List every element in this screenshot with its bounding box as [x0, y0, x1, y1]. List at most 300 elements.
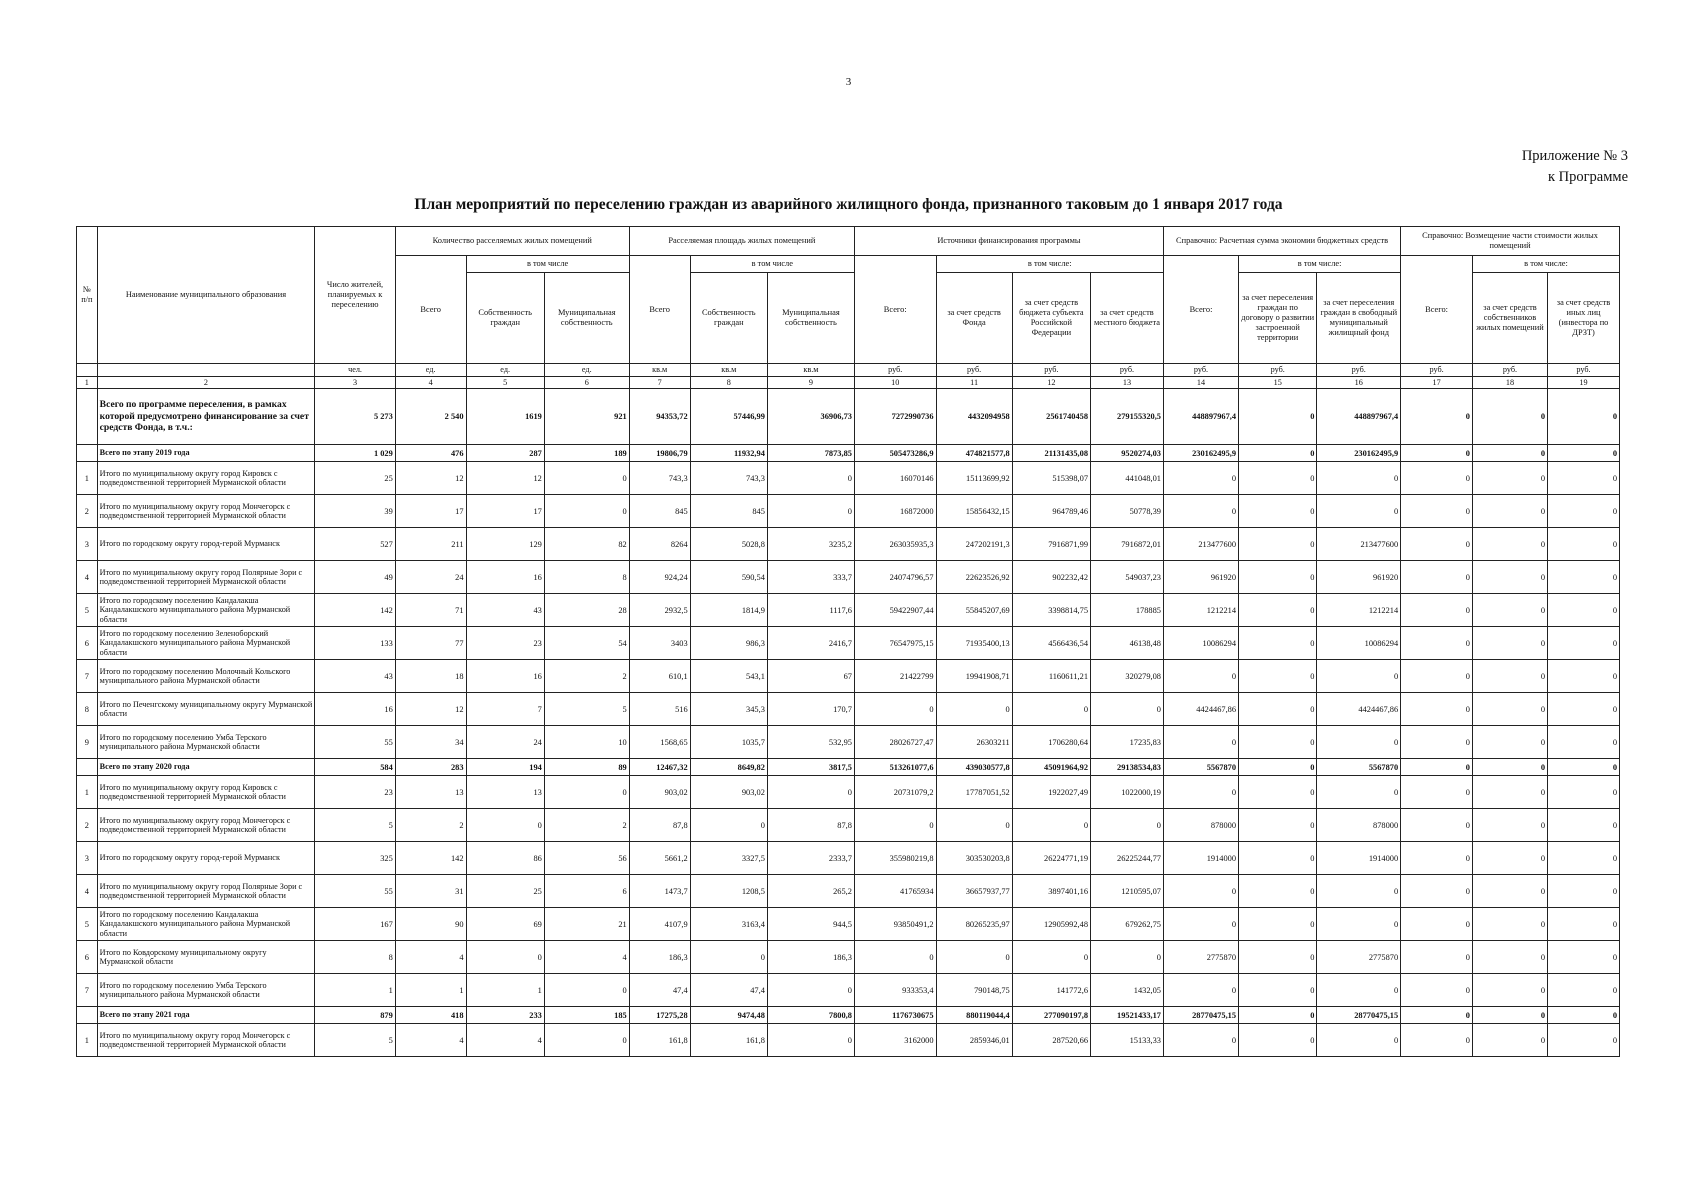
value-cell: 0 [1401, 693, 1473, 726]
value-cell: 24074796,57 [854, 561, 936, 594]
value-cell: 5567870 [1317, 759, 1401, 776]
row-number [77, 759, 98, 776]
unit-cell: руб. [1163, 364, 1238, 377]
value-cell: 1814,9 [690, 594, 767, 627]
value-cell: 86 [466, 842, 544, 875]
value-cell: 3817,5 [767, 759, 854, 776]
value-cell: 0 [936, 941, 1012, 974]
value-cell: 0 [854, 809, 936, 842]
value-cell: 0 [1239, 726, 1317, 759]
value-cell: 2 540 [395, 389, 466, 445]
value-cell: 516 [629, 693, 690, 726]
unit-cell: руб. [1239, 364, 1317, 377]
value-cell: 0 [1239, 693, 1317, 726]
header-finance-total: Всего: [854, 256, 936, 364]
unit-cell: кв.м [629, 364, 690, 377]
column-number: 13 [1091, 377, 1164, 389]
row-number: 3 [77, 528, 98, 561]
value-cell: 0 [1548, 941, 1620, 974]
value-cell: 8264 [629, 528, 690, 561]
value-cell: 2416,7 [767, 627, 854, 660]
value-cell: 36657937,77 [936, 875, 1012, 908]
value-cell: 0 [1548, 693, 1620, 726]
row-number [77, 1007, 98, 1024]
value-cell: 961920 [1317, 561, 1401, 594]
value-cell: 0 [1472, 594, 1547, 627]
header-finance-local: за счет средств местного бюджета [1091, 273, 1164, 364]
value-cell: 10086294 [1163, 627, 1238, 660]
value-cell: 0 [1091, 941, 1164, 974]
value-cell: 67 [767, 660, 854, 693]
value-cell: 0 [1472, 627, 1547, 660]
value-cell: 230162495,9 [1163, 445, 1238, 462]
value-cell: 0 [544, 495, 629, 528]
value-cell: 16 [315, 693, 396, 726]
value-cell: 0 [1548, 528, 1620, 561]
value-cell: 59422907,44 [854, 594, 936, 627]
value-cell: 0 [1548, 445, 1620, 462]
value-cell: 87,8 [629, 809, 690, 842]
value-cell: 0 [1548, 462, 1620, 495]
value-cell: 0 [1401, 462, 1473, 495]
value-cell: 2 [544, 660, 629, 693]
value-cell: 0 [1472, 726, 1547, 759]
value-cell: 21 [544, 908, 629, 941]
value-cell: 50778,39 [1091, 495, 1164, 528]
value-cell: 17235,83 [1091, 726, 1164, 759]
value-cell: 0 [1401, 974, 1473, 1007]
value-cell: 133 [315, 627, 396, 660]
unit-cell: руб. [854, 364, 936, 377]
document-title: План мероприятий по переселению граждан из аварийного жилищного фонда, признанного таковым до 1 января 2017 года [414, 196, 1283, 213]
value-cell: 1176730675 [854, 1007, 936, 1024]
value-cell: 0 [1401, 389, 1473, 445]
value-cell: 41765934 [854, 875, 936, 908]
value-cell: 0 [1401, 875, 1473, 908]
header-compensation-others: за счет средств иных лиц (инвестора по ДРЗТ) [1548, 273, 1620, 364]
value-cell: 1022000,19 [1091, 776, 1164, 809]
value-cell: 28770475,15 [1163, 1007, 1238, 1024]
value-cell: 16 [466, 660, 544, 693]
value-cell: 2 [395, 809, 466, 842]
column-number: 14 [1163, 377, 1238, 389]
value-cell: 15856432,15 [936, 495, 1012, 528]
value-cell: 0 [1401, 908, 1473, 941]
unit-cell: руб. [1548, 364, 1620, 377]
value-cell: 25 [466, 875, 544, 908]
header-group-economy: Справочно: Расчетная сумма экономии бюджетных средств [1163, 227, 1400, 256]
value-cell: 25 [315, 462, 396, 495]
value-cell: 43 [315, 660, 396, 693]
value-cell: 142 [315, 594, 396, 627]
value-cell: 0 [1239, 842, 1317, 875]
value-cell: 7916872,01 [1091, 528, 1164, 561]
value-cell: 0 [1317, 462, 1401, 495]
value-cell: 15133,33 [1091, 1024, 1164, 1057]
value-cell: 0 [1548, 809, 1620, 842]
municipality-name: Итого по муниципальному округу город Полярные Зори с подведомственной территорией Мурманской области [97, 561, 315, 594]
value-cell: 0 [1401, 1007, 1473, 1024]
value-cell: 0 [1239, 462, 1317, 495]
appendix-line-1: Приложение № 3 [1521, 148, 1628, 164]
value-cell: 5 [544, 693, 629, 726]
value-cell: 5 [315, 809, 396, 842]
header-area-municipal: Муниципальная собственность [767, 273, 854, 364]
header-residents: Число жителей, планируемых к переселению [315, 227, 396, 364]
value-cell: 0 [1163, 495, 1238, 528]
value-cell: 233 [466, 1007, 544, 1024]
value-cell: 24 [466, 726, 544, 759]
value-cell: 513261077,6 [854, 759, 936, 776]
value-cell: 10 [544, 726, 629, 759]
value-cell: 0 [936, 693, 1012, 726]
value-cell: 3897401,16 [1012, 875, 1090, 908]
value-cell: 94353,72 [629, 389, 690, 445]
value-cell: 0 [1317, 726, 1401, 759]
value-cell: 0 [1548, 974, 1620, 1007]
value-cell: 0 [1239, 908, 1317, 941]
column-number: 19 [1548, 377, 1620, 389]
value-cell: 878000 [1317, 809, 1401, 842]
table-row [77, 974, 1620, 1007]
value-cell: 82 [544, 528, 629, 561]
value-cell: 0 [1472, 908, 1547, 941]
value-cell: 12467,32 [629, 759, 690, 776]
value-cell: 10086294 [1317, 627, 1401, 660]
row-number: 6 [77, 627, 98, 660]
value-cell: 0 [1472, 660, 1547, 693]
header-finance-incl: в том числе: [936, 256, 1163, 273]
program-total-row [77, 389, 1620, 445]
value-cell: 0 [1401, 627, 1473, 660]
value-cell: 439030577,8 [936, 759, 1012, 776]
header-group-count: Количество расселяемых жилых помещений [395, 227, 629, 256]
value-cell: 0 [1548, 594, 1620, 627]
header-count-incl: в том числе [466, 256, 629, 273]
value-cell: 0 [1472, 875, 1547, 908]
municipality-name: Итого по городскому поселению Кандалакша Кандалакшского муниципального района Мурманской области [97, 594, 315, 627]
value-cell: 287 [466, 445, 544, 462]
value-cell: 46138,48 [1091, 627, 1164, 660]
value-cell: 36906,73 [767, 389, 854, 445]
municipality-name: Итого по городскому округу город-герой Мурманск [97, 528, 315, 561]
table-row [77, 495, 1620, 528]
value-cell: 2932,5 [629, 594, 690, 627]
value-cell: 0 [854, 941, 936, 974]
value-cell: 1212214 [1317, 594, 1401, 627]
value-cell: 7272990736 [854, 389, 936, 445]
table-row [77, 776, 1620, 809]
value-cell: 3398814,75 [1012, 594, 1090, 627]
stage-total-row [77, 1007, 1620, 1024]
value-cell: 129 [466, 528, 544, 561]
value-cell: 0 [767, 495, 854, 528]
row-number: 5 [77, 594, 98, 627]
value-cell: 1208,5 [690, 875, 767, 908]
value-cell: 17 [395, 495, 466, 528]
header-count-owned: Собственность граждан [466, 273, 544, 364]
column-numbers-row [77, 377, 1620, 389]
unit-cell: кв.м [767, 364, 854, 377]
value-cell: 287520,66 [1012, 1024, 1090, 1057]
value-cell: 213477600 [1163, 528, 1238, 561]
value-cell: 0 [1472, 1007, 1547, 1024]
value-cell: 16070146 [854, 462, 936, 495]
value-cell: 0 [1472, 974, 1547, 1007]
municipality-name: Итого по городскому поселению Умба Терского муниципального района Мурманской области [97, 974, 315, 1007]
value-cell: 7873,85 [767, 445, 854, 462]
value-cell: 2561740458 [1012, 389, 1090, 445]
value-cell: 0 [544, 776, 629, 809]
value-cell: 0 [1548, 627, 1620, 660]
value-cell: 961920 [1163, 561, 1238, 594]
value-cell: 0 [1239, 561, 1317, 594]
value-cell: 283 [395, 759, 466, 776]
column-number: 12 [1012, 377, 1090, 389]
table-row [77, 528, 1620, 561]
value-cell: 474821577,8 [936, 445, 1012, 462]
value-cell: 28 [544, 594, 629, 627]
column-number: 15 [1239, 377, 1317, 389]
column-number: 6 [544, 377, 629, 389]
value-cell: 0 [1472, 495, 1547, 528]
value-cell: 921 [544, 389, 629, 445]
header-economy-total: Всего: [1163, 256, 1238, 364]
value-cell: 448897967,4 [1317, 389, 1401, 445]
value-cell: 515398,07 [1012, 462, 1090, 495]
row-number: 3 [77, 842, 98, 875]
value-cell: 0 [1472, 941, 1547, 974]
row-number: 1 [77, 776, 98, 809]
row-number: 9 [77, 726, 98, 759]
value-cell: 71935400,13 [936, 627, 1012, 660]
value-cell: 320279,08 [1091, 660, 1164, 693]
value-cell: 0 [767, 462, 854, 495]
municipality-name: Итого по муниципальному округу город Мончегорск с подведомственной территорией Мурманской области [97, 495, 315, 528]
value-cell: 186,3 [629, 941, 690, 974]
value-cell: 0 [1548, 726, 1620, 759]
header-economy-development: за счет переселения граждан по договору о развитии застроенной территории [1239, 273, 1317, 364]
appendix-caption [1522, 146, 1628, 188]
header-area-incl: в том числе [690, 256, 854, 273]
value-cell: 0 [1239, 660, 1317, 693]
value-cell: 16872000 [854, 495, 936, 528]
column-number: 10 [854, 377, 936, 389]
column-number: 2 [97, 377, 315, 389]
municipality-name: Итого по городскому округу город-герой Мурманск [97, 842, 315, 875]
value-cell: 790148,75 [936, 974, 1012, 1007]
value-cell: 1 [395, 974, 466, 1007]
value-cell: 0 [1163, 1024, 1238, 1057]
stage-total-row [77, 759, 1620, 776]
header-group-finance: Источники финансирования программы [854, 227, 1163, 256]
unit-cell: ед. [544, 364, 629, 377]
value-cell: 543,1 [690, 660, 767, 693]
value-cell: 17787051,52 [936, 776, 1012, 809]
value-cell: 1432,05 [1091, 974, 1164, 1007]
value-cell: 0 [1472, 445, 1547, 462]
value-cell: 45091964,92 [1012, 759, 1090, 776]
row-number: 7 [77, 974, 98, 1007]
value-cell: 2859346,01 [936, 1024, 1012, 1057]
value-cell: 333,7 [767, 561, 854, 594]
value-cell: 39 [315, 495, 396, 528]
value-cell: 0 [1401, 809, 1473, 842]
value-cell: 9520274,03 [1091, 445, 1164, 462]
value-cell: 532,95 [767, 726, 854, 759]
value-cell: 0 [1548, 660, 1620, 693]
unit-cell: руб. [1401, 364, 1473, 377]
value-cell: 161,8 [690, 1024, 767, 1057]
value-cell: 20731079,2 [854, 776, 936, 809]
value-cell: 0 [1163, 726, 1238, 759]
value-cell: 1210595,07 [1091, 875, 1164, 908]
column-number: 16 [1317, 377, 1401, 389]
value-cell: 3235,2 [767, 528, 854, 561]
value-cell: 8 [544, 561, 629, 594]
value-cell: 1568,65 [629, 726, 690, 759]
value-cell: 505473286,9 [854, 445, 936, 462]
value-cell: 279155320,5 [1091, 389, 1164, 445]
value-cell: 90 [395, 908, 466, 941]
appendix-line-2: к Программе [1547, 169, 1628, 185]
table-row [77, 660, 1620, 693]
value-cell: 34 [395, 726, 466, 759]
municipality-name: Итого по Печенгскому муниципальному округу Мурманской области [97, 693, 315, 726]
value-cell: 0 [767, 974, 854, 1007]
value-cell: 8 [315, 941, 396, 974]
value-cell: 142 [395, 842, 466, 875]
value-cell: 21131435,08 [1012, 445, 1090, 462]
municipality-name: Итого по городскому поселению Умба Терского муниципального района Мурманской области [97, 726, 315, 759]
value-cell: 0 [1317, 974, 1401, 1007]
value-cell: 11932,94 [690, 445, 767, 462]
value-cell: 0 [1472, 842, 1547, 875]
value-cell: 0 [1239, 445, 1317, 462]
value-cell: 4 [395, 941, 466, 974]
value-cell: 55 [315, 726, 396, 759]
value-cell: 924,24 [629, 561, 690, 594]
row-number [77, 389, 98, 445]
value-cell: 0 [1548, 561, 1620, 594]
value-cell: 1117,6 [767, 594, 854, 627]
value-cell: 19806,79 [629, 445, 690, 462]
table-row [77, 594, 1620, 627]
value-cell: 0 [1401, 726, 1473, 759]
value-cell: 0 [1163, 974, 1238, 1007]
value-cell: 0 [1239, 1007, 1317, 1024]
value-cell: 89 [544, 759, 629, 776]
municipality-name: Всего по этапу 2020 года [97, 759, 315, 776]
value-cell: 77 [395, 627, 466, 660]
column-number: 5 [466, 377, 544, 389]
row-number: 1 [77, 462, 98, 495]
row-number: 5 [77, 908, 98, 941]
header-finance-region: за счет средств бюджета субъекта Российской Федерации [1012, 273, 1090, 364]
value-cell: 345,3 [690, 693, 767, 726]
table-row [77, 693, 1620, 726]
header-compensation-owners: за счет средств собственников жилых помещений [1472, 273, 1547, 364]
value-cell: 0 [1401, 842, 1473, 875]
value-cell: 0 [1239, 875, 1317, 908]
value-cell: 23 [466, 627, 544, 660]
value-cell: 743,3 [629, 462, 690, 495]
value-cell: 4 [466, 1024, 544, 1057]
header-economy-free-fund: за счет переселения граждан в свободный муниципальный жилищный фонд [1317, 273, 1401, 364]
value-cell: 476 [395, 445, 466, 462]
value-cell: 0 [1317, 495, 1401, 528]
value-cell: 0 [1163, 776, 1238, 809]
value-cell: 2 [544, 809, 629, 842]
value-cell: 0 [1012, 693, 1090, 726]
value-cell: 277090197,8 [1012, 1007, 1090, 1024]
value-cell: 161,8 [629, 1024, 690, 1057]
value-cell: 43 [466, 594, 544, 627]
header-municipality: Наименование муниципального образования [97, 227, 315, 364]
value-cell: 24 [395, 561, 466, 594]
unit-cell: руб. [1317, 364, 1401, 377]
value-cell: 167 [315, 908, 396, 941]
value-cell: 178885 [1091, 594, 1164, 627]
value-cell: 0 [1472, 389, 1547, 445]
unit-cell: руб. [1091, 364, 1164, 377]
value-cell: 878000 [1163, 809, 1238, 842]
header-area-total: Всего [629, 256, 690, 364]
value-cell: 0 [1472, 809, 1547, 842]
value-cell: 56 [544, 842, 629, 875]
value-cell: 12 [395, 462, 466, 495]
row-number: 2 [77, 495, 98, 528]
value-cell: 17 [466, 495, 544, 528]
value-cell: 0 [544, 974, 629, 1007]
resettlement-plan-table [76, 226, 1620, 1057]
value-cell: 0 [466, 941, 544, 974]
municipality-name: Всего по этапу 2019 года [97, 445, 315, 462]
header-count-total: Всего [395, 256, 466, 364]
table-row [77, 1024, 1620, 1057]
value-cell: 0 [690, 941, 767, 974]
row-number: 6 [77, 941, 98, 974]
municipality-name: Итого по муниципальному округу город Полярные Зори с подведомственной территорией Мурманской области [97, 875, 315, 908]
column-number: 18 [1472, 377, 1547, 389]
value-cell: 4107,9 [629, 908, 690, 941]
row-number: 7 [77, 660, 98, 693]
value-cell: 933353,4 [854, 974, 936, 1007]
value-cell: 49 [315, 561, 396, 594]
value-cell: 1035,7 [690, 726, 767, 759]
value-cell: 3163,4 [690, 908, 767, 941]
table-row [77, 627, 1620, 660]
column-number: 11 [936, 377, 1012, 389]
header-group-compensation: Справочно: Возмещение части стоимости жилых помещений [1401, 227, 1620, 256]
value-cell: 1914000 [1163, 842, 1238, 875]
column-number: 7 [629, 377, 690, 389]
value-cell: 26225244,77 [1091, 842, 1164, 875]
value-cell: 28026727,47 [854, 726, 936, 759]
value-cell: 0 [1548, 1007, 1620, 1024]
value-cell: 12 [395, 693, 466, 726]
value-cell: 1 [315, 974, 396, 1007]
value-cell: 54 [544, 627, 629, 660]
value-cell: 2775870 [1317, 941, 1401, 974]
value-cell: 15113699,92 [936, 462, 1012, 495]
municipality-name: Итого по муниципальному округу город Кировск с подведомственной территорией Мурманской области [97, 776, 315, 809]
value-cell: 0 [1472, 693, 1547, 726]
table-row [77, 908, 1620, 941]
value-cell: 0 [767, 1024, 854, 1057]
unit-cell: руб. [936, 364, 1012, 377]
value-cell: 903,02 [690, 776, 767, 809]
